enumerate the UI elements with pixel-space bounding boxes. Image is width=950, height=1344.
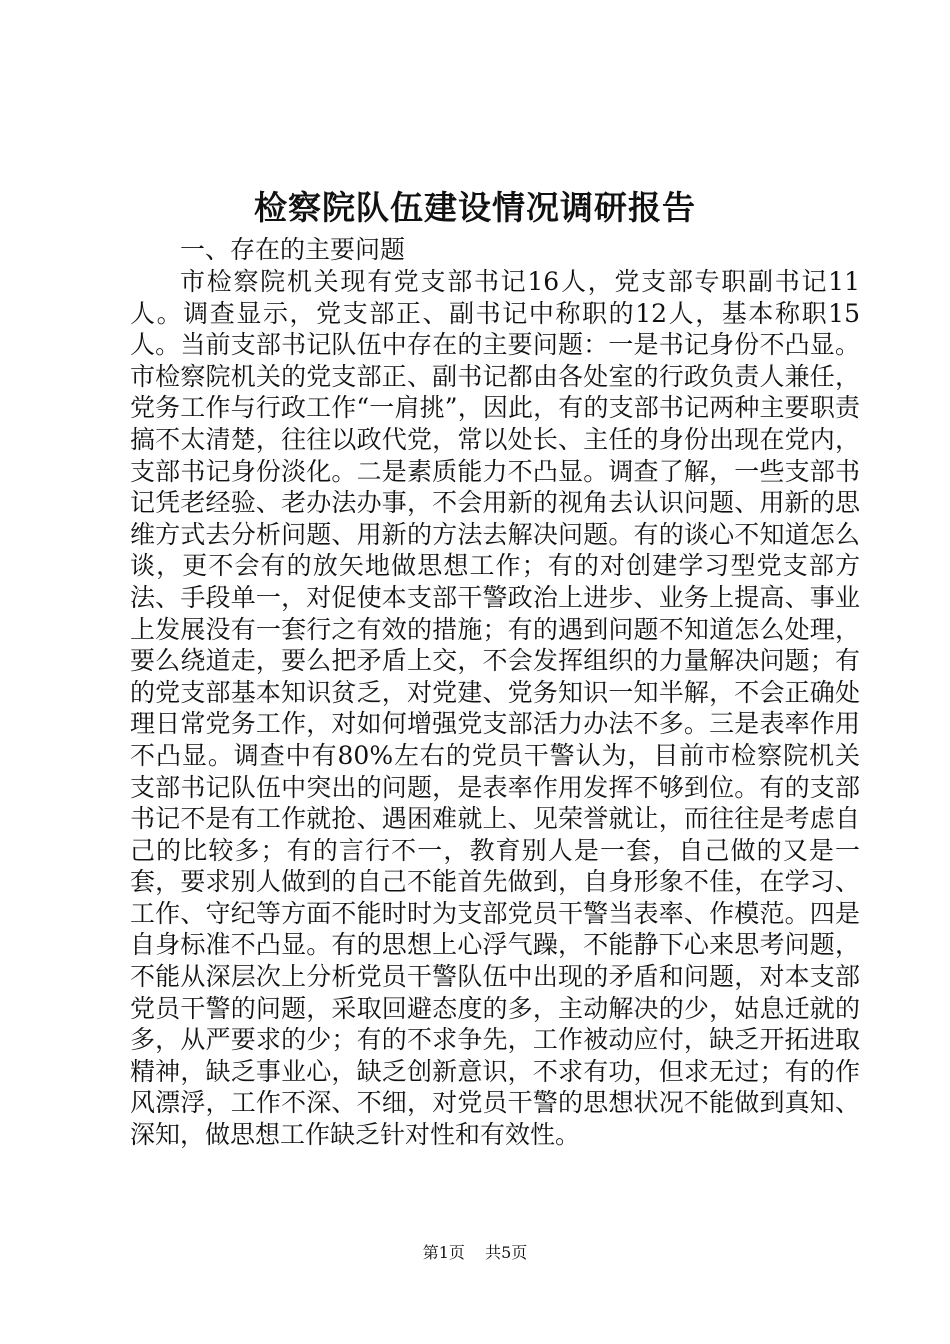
page-total: 共5页 <box>485 1243 528 1262</box>
page-title: 检察院队伍建设情况调研报告 <box>254 188 696 227</box>
body-paragraph: 市检察院机关现有党支部书记16人，党支部专职副书记11人。调查显示，党支部正、副书记中称职的12人，基本称职15人。当前支部书记队伍中存在的主要问题：一是书记身份不凸显。市检察院机关的党支部正、副书记都由各处室的行政负责人兼任，党务工作与行政工作“一肩挑”，因此，有的支部书记两种主要职责搞不太清楚，往往以政代党，常以处长、主任的身份出现在党内，支部书记身份淡化。二是素质能力不凸显。调查了解，一些支部书记凭老经验、老办法办事，不会用新的视角去认识问题、用新的思维方式去分析问题、用新的方法去解决问题。有的谈心不知道怎么谈，更不会有的放矢地做思想工作；有的对创建学习型党支部方法、手段单一，对促使本支部干警政治上进步、业务上提高、事业上发展没有一套行之有效的措施；有的遇到问题不知道怎么处理，要么绕道走，要么把矛盾上交，不会发挥组织的力量解决问题；有的党支部基本知识贫乏，对党建、党务知识一知半解，不会正确处理日常党务工作，对如何增强党支部活力办法不多。三是表率作用不凸显。调查中有80%左右的党员干警认为，目前市检察院机关支部书记队伍中突出的问题，是表率作用发挥不够到位。有的支部书记不是有工作就抢、遇困难就上、见荣誉就让，而往往是考虑自己的比较多；有的言行不一，教育别人是一套，自己做的又是一套，要求别人做到的自己不能首先做到，自身形象不佳，在学习、工作、守纪等方面不能时时为支部党员干警当表率、作模范。四是自身标准不凸显。有的思想上心浮气躁，不能静下心来思考问题，不能从深层次上分析党员干警队伍中出现的矛盾和问题，对本支部党员干警的问题，采取回避态度的多，主动解决的少，姑息迁就的多，从严要求的少；有的不求争先，工作被动应付，缺乏开拓进取精神，缺乏事业心，缺乏创新意识，不求有功，但求无过；有的作风漂浮，工作不深、不细，对党员干警的思想状况不能做到真知、深知，做思想工作缺乏针对性和有效性。 <box>130 267 860 1150</box>
page-footer <box>0 1242 950 1264</box>
page-number: 第1页 <box>422 1243 465 1262</box>
section-heading: 一、存在的主要问题 <box>180 235 406 264</box>
